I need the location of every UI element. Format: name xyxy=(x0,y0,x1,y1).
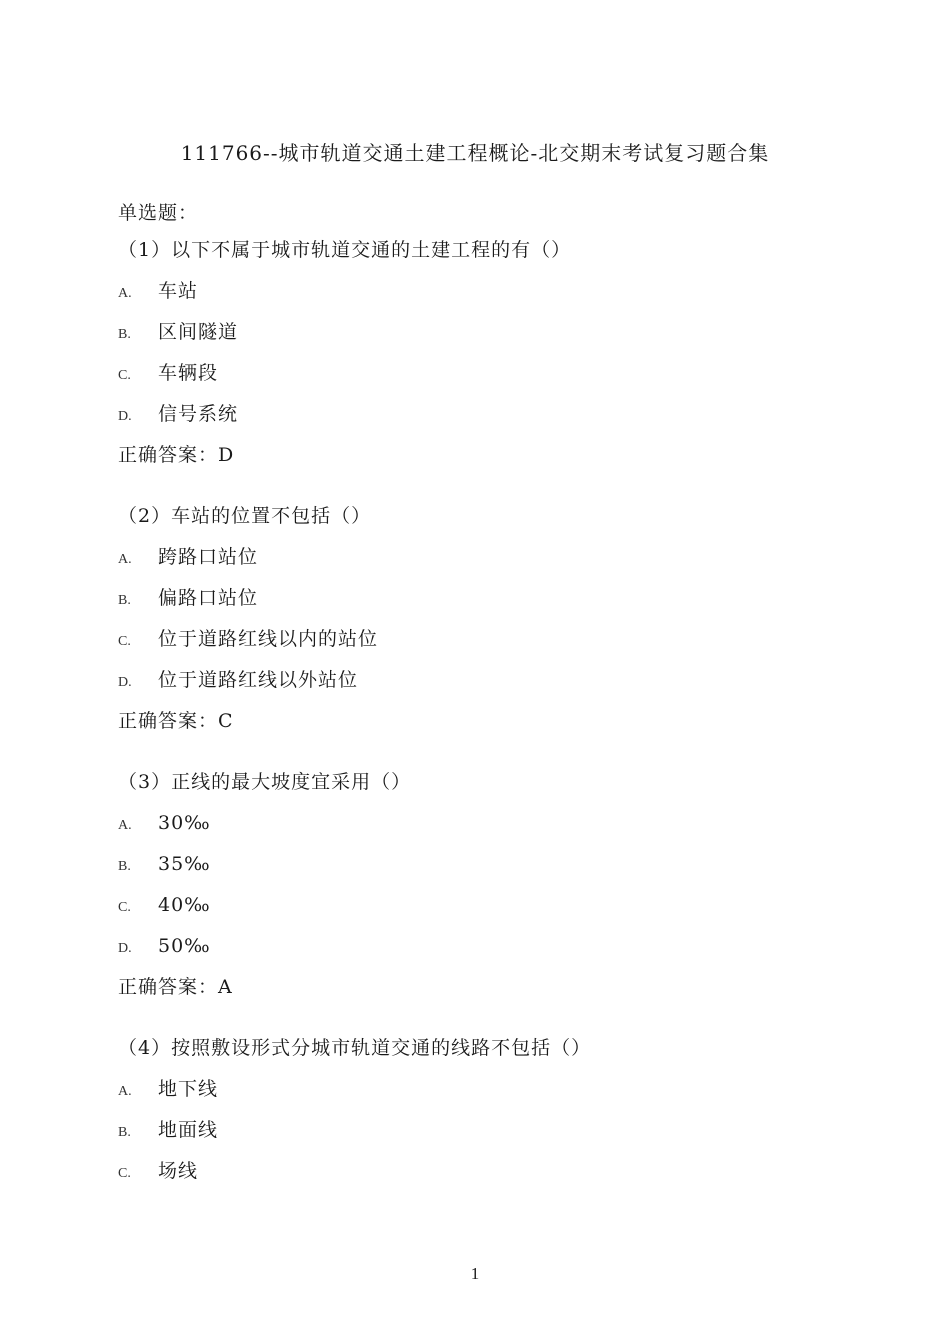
option-letter: A. xyxy=(118,552,132,567)
question-1 xyxy=(118,236,878,482)
option-text: 区间隧道 xyxy=(158,321,239,343)
option-d xyxy=(118,932,878,973)
correct-answer: 正确答案：C xyxy=(118,710,234,732)
option-letter: A. xyxy=(118,818,132,833)
question-text: （4）按照敷设形式分城市轨道交通的线路不包括（） xyxy=(118,1037,592,1059)
question-2 xyxy=(118,502,878,748)
option-letter: D. xyxy=(118,941,132,956)
option-c xyxy=(118,625,878,666)
correct-answer: 正确答案：A xyxy=(118,976,233,998)
option-text: 地下线 xyxy=(158,1078,219,1100)
option-d xyxy=(118,666,878,707)
page-number: 1 xyxy=(470,1264,480,1283)
option-text: 位于道路红线以内的站位 xyxy=(158,628,379,650)
option-text: 30‰ xyxy=(158,812,211,834)
option-letter: C. xyxy=(118,368,131,383)
document-title: 111766--城市轨道交通土建工程概论-北交期末考试复习题合集 xyxy=(180,141,770,165)
option-letter: C. xyxy=(118,900,131,915)
option-d xyxy=(118,400,878,441)
option-c xyxy=(118,359,878,400)
option-letter: B. xyxy=(118,593,131,608)
option-text: 35‰ xyxy=(158,853,211,875)
option-c xyxy=(118,1157,878,1198)
option-a xyxy=(118,1075,878,1116)
option-letter: B. xyxy=(118,859,131,874)
option-b xyxy=(118,1116,878,1157)
option-letter: C. xyxy=(118,634,131,649)
option-text: 偏路口站位 xyxy=(158,587,259,609)
option-text: 50‰ xyxy=(158,935,211,957)
option-letter: B. xyxy=(118,1125,131,1140)
option-letter: A. xyxy=(118,1084,132,1099)
question-4 xyxy=(118,1034,878,1198)
option-a xyxy=(118,277,878,318)
option-letter: D. xyxy=(118,675,132,690)
option-a xyxy=(118,809,878,850)
question-text: （3）正线的最大坡度宜采用（） xyxy=(118,771,412,793)
option-text: 位于道路红线以外站位 xyxy=(158,669,359,691)
option-letter: D. xyxy=(118,409,132,424)
option-letter: C. xyxy=(118,1166,131,1181)
option-b xyxy=(118,850,878,891)
option-letter: B. xyxy=(118,327,131,342)
option-b xyxy=(118,584,878,625)
option-text: 地面线 xyxy=(158,1119,219,1141)
option-text: 车站 xyxy=(158,280,199,302)
option-text: 场线 xyxy=(158,1160,199,1182)
option-letter: A. xyxy=(118,286,132,301)
option-text: 信号系统 xyxy=(158,403,239,425)
question-text: （1）以下不属于城市轨道交通的土建工程的有（） xyxy=(118,239,572,261)
option-text: 40‰ xyxy=(158,894,211,916)
question-text: （2）车站的位置不包括（） xyxy=(118,505,372,527)
option-text: 跨路口站位 xyxy=(158,546,259,568)
section-label: 单选题： xyxy=(118,202,199,224)
option-text: 车辆段 xyxy=(158,362,219,384)
option-b xyxy=(118,318,878,359)
option-c xyxy=(118,891,878,932)
correct-answer: 正确答案：D xyxy=(118,444,235,466)
question-3 xyxy=(118,768,878,1014)
option-a xyxy=(118,543,878,584)
